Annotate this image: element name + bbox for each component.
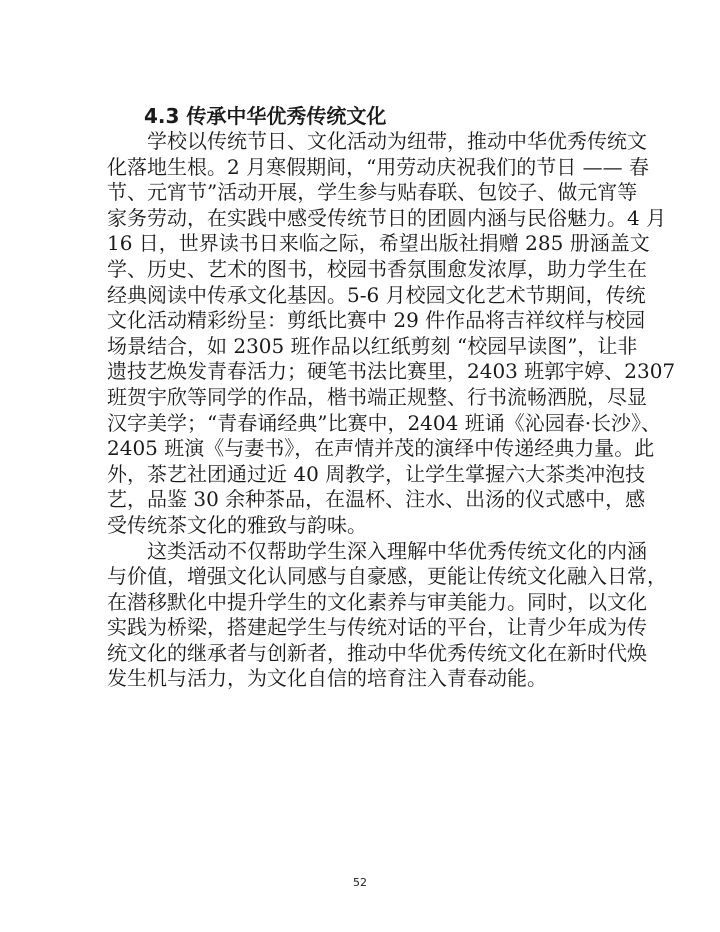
body-text xyxy=(107,129,676,692)
paragraph-1-line: 家务劳动，在实践中感受传统节日的团圆内涵与民俗魅力。4 月 xyxy=(107,205,667,230)
paragraph-1-line: 2405 班演《与妻书》，在声情并茂的演绎中传递经典力量。此 xyxy=(107,436,655,461)
paragraph-1-line: 学、历史、艺术的图书，校园书香氛围愈发浓厚，助力学生在 xyxy=(107,256,647,281)
paragraph-2-line: 发生机与活力，为文化自信的培育注入青春动能。 xyxy=(107,666,547,691)
paragraph-1-line: 班贺宇欣等同学的作品，楷书端正规整、行书流畅洒脱，尽显 xyxy=(107,384,647,409)
paragraph-1-line: 化落地生根。2 月寒假期间，“用劳动庆祝我们的节日 —— 春 xyxy=(107,154,650,179)
paragraph-1-line: 文化活动精彩纷呈：剪纸比赛中 29 件作品将吉祥纹样与校园 xyxy=(107,308,646,333)
paragraph-1-line: 受传统茶文化的雅致与韵味。 xyxy=(107,512,367,537)
paragraph-1-line: 场景结合，如 2305 班作品以红纸剪刻 “校园早读图”，让非 xyxy=(107,333,638,358)
paragraph-1-line: 节、元宵节”活动开展，学生参与贴春联、包饺子、做元宵等 xyxy=(107,180,638,205)
paragraph-1-line: 经典阅读中传承文化基因。5-6 月校园文化艺术节期间，传统 xyxy=(107,282,646,307)
paragraph-1-line: 16 日，世界读书日来临之际，希望出版社捐赠 285 册涵盖文 xyxy=(107,231,650,256)
paragraph-1-line: 学校以传统节日、文化活动为纽带，推动中华优秀传统文 xyxy=(147,129,647,153)
paragraph-1-line: 遗技艺焕发青春活力；硬笔书法比赛里，2403 班郭宇婷、2307 xyxy=(107,359,676,384)
paragraph-2-line: 实践为桥梁，搭建起学生与传统对话的平台，让青少年成为传 xyxy=(107,615,647,640)
paragraph-2-line: 这类活动不仅帮助学生深入理解中华优秀传统文化的内涵 xyxy=(147,538,647,563)
section-heading: 4.3 传承中华优秀传统文化 xyxy=(144,104,387,128)
paragraph-1-line: 外，茶艺社团通过近 40 周教学，让学生掌握六大茶类冲泡技 xyxy=(107,461,646,486)
paragraph-2-line: 统文化的继承者与创新者，推动中华优秀传统文化在新时代焕 xyxy=(107,640,647,665)
page-number: 52 xyxy=(353,876,367,889)
paragraph-2-line: 在潜移默化中提升学生的文化素养与审美能力。同时，以文化 xyxy=(107,589,647,614)
paragraph-1-line: 汉字美学；“青春诵经典”比赛中，2404 班诵《沁园春·长沙》、 xyxy=(107,410,662,435)
paragraph-1-line: 艺，品鉴 30 余种茶品，在温杯、注水、出汤的仪式感中，感 xyxy=(107,487,646,512)
paragraph-2-line: 与价值，增强文化认同感与自豪感，更能让传统文化融入日常， xyxy=(107,564,667,589)
